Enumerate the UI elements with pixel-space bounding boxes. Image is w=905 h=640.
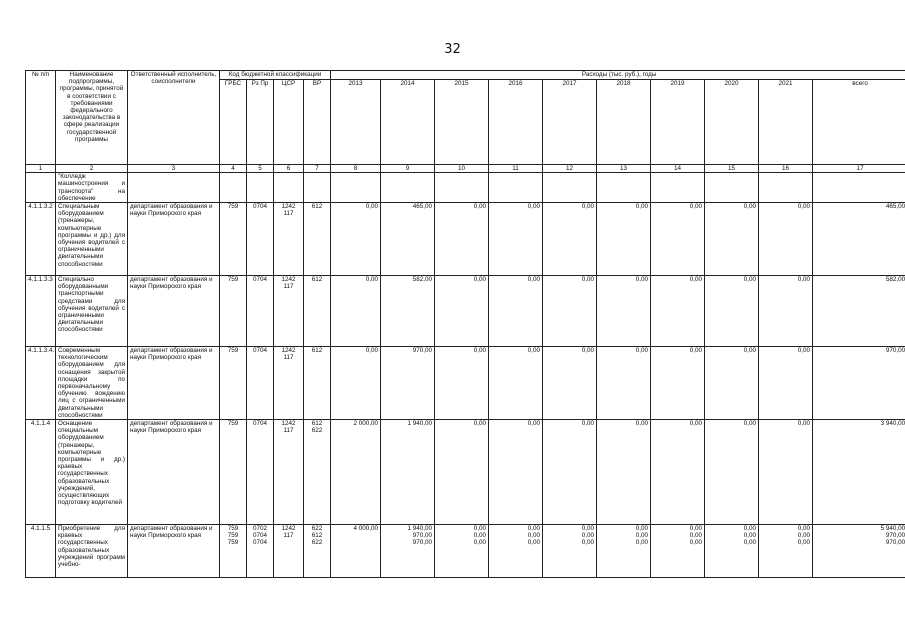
row-year-value: 0,00 0,00 0,00 bbox=[435, 525, 489, 578]
row-year-value: 582,00 bbox=[381, 276, 435, 347]
row-year-value: 0,00 bbox=[759, 347, 813, 420]
row-name: "Колледж машиностроения и транспорта" на обеспечение bbox=[56, 173, 128, 203]
row-year-value: 0,00 bbox=[489, 276, 543, 347]
row-year-value bbox=[705, 173, 759, 203]
header-year: 2017 bbox=[543, 80, 597, 165]
table-row bbox=[26, 173, 905, 203]
row-csr: 1242 117 bbox=[274, 347, 304, 420]
row-total: 465,00 bbox=[813, 203, 905, 276]
row-year-value: 0,00 0,00 0,00 bbox=[543, 525, 597, 578]
row-year-value: 0,00 bbox=[597, 203, 651, 276]
header-total: всего bbox=[813, 80, 905, 165]
row-year-value bbox=[597, 173, 651, 203]
row-csr: 1242 117 bbox=[274, 420, 304, 525]
row-rzpr: 0704 bbox=[247, 347, 274, 420]
header-year: 2016 bbox=[489, 80, 543, 165]
table-row bbox=[26, 203, 905, 276]
row-year-value bbox=[651, 173, 705, 203]
header-year: 2015 bbox=[435, 80, 489, 165]
row-year-value: 0,00 bbox=[435, 420, 489, 525]
row-year-value: 0,00 bbox=[759, 203, 813, 276]
row-grbs: 759 bbox=[220, 347, 247, 420]
column-number: 8 bbox=[331, 165, 381, 173]
row-year-value: 0,00 bbox=[597, 420, 651, 525]
row-vr bbox=[304, 173, 331, 203]
row-year-value: 2 000,00 bbox=[331, 420, 381, 525]
row-responsible: департамент образования и науки Приморского края bbox=[128, 276, 220, 347]
row-responsible bbox=[128, 173, 220, 203]
row-grbs: 759 bbox=[220, 420, 247, 525]
header-rzpr: Рз Пр bbox=[247, 80, 274, 165]
row-year-value: 0,00 0,00 0,00 bbox=[597, 525, 651, 578]
row-total bbox=[813, 173, 905, 203]
row-year-value: 0,00 0,00 0,00 bbox=[705, 525, 759, 578]
column-number: 4 bbox=[220, 165, 247, 173]
column-number: 12 bbox=[543, 165, 597, 173]
row-number: 4.1.1.5 bbox=[26, 525, 56, 578]
row-year-value bbox=[381, 173, 435, 203]
row-year-value: 1 940,00 970,00 970,00 bbox=[381, 525, 435, 578]
row-number: 4.1.1.3.2 bbox=[26, 203, 56, 276]
row-year-value: 0,00 bbox=[331, 347, 381, 420]
row-vr: 612 bbox=[304, 347, 331, 420]
column-number: 13 bbox=[597, 165, 651, 173]
row-year-value: 0,00 bbox=[543, 203, 597, 276]
header-responsible: Ответственный исполнитель, соисполнители bbox=[128, 71, 220, 165]
row-name: Приобретение для краевых государственных образовательных учреждений программ учебно- bbox=[56, 525, 128, 578]
row-year-value: 0,00 0,00 0,00 bbox=[489, 525, 543, 578]
table-row bbox=[26, 420, 905, 525]
row-grbs: 759 759 759 bbox=[220, 525, 247, 578]
row-year-value: 0,00 bbox=[435, 347, 489, 420]
row-grbs: 759 bbox=[220, 203, 247, 276]
row-responsible: департамент образования и науки Приморского края bbox=[128, 420, 220, 525]
row-name: Оснащение специальным оборудованием (тренажеры, компьютерные программы и др.) краевых государственных образовательных учреждений, осуществляющих подготовку водителей bbox=[56, 420, 128, 525]
column-number: 3 bbox=[128, 165, 220, 173]
row-name: Современным технологическим оборудованием для оснащения закрытой площадки по первоначальному обучению вождению лиц с ограниченными двигательными способностями bbox=[56, 347, 128, 420]
table-row bbox=[26, 276, 905, 347]
row-year-value: 0,00 0,00 0,00 bbox=[651, 525, 705, 578]
column-number: 1 bbox=[26, 165, 56, 173]
row-year-value: 0,00 bbox=[651, 347, 705, 420]
row-vr: 612 bbox=[304, 276, 331, 347]
row-responsible: департамент образования и науки Приморского края bbox=[128, 525, 220, 578]
row-year-value bbox=[331, 173, 381, 203]
row-responsible: департамент образования и науки Приморского края bbox=[128, 203, 220, 276]
table-row bbox=[26, 525, 905, 578]
row-rzpr: 0704 bbox=[247, 420, 274, 525]
row-total: 5 940,00 970,00 970,00 bbox=[813, 525, 905, 578]
column-number: 9 bbox=[381, 165, 435, 173]
row-year-value: 0,00 bbox=[705, 347, 759, 420]
row-csr bbox=[274, 173, 304, 203]
header-year: 2020 bbox=[705, 80, 759, 165]
column-number: 11 bbox=[489, 165, 543, 173]
table-row bbox=[26, 347, 905, 420]
row-year-value: 0,00 bbox=[597, 347, 651, 420]
row-year-value: 0,00 0,00 0,00 bbox=[759, 525, 813, 578]
row-year-value: 0,00 bbox=[489, 420, 543, 525]
row-year-value: 0,00 bbox=[543, 347, 597, 420]
row-rzpr: 0704 bbox=[247, 276, 274, 347]
row-grbs bbox=[220, 173, 247, 203]
budget-table bbox=[25, 70, 905, 578]
header-year: 2018 bbox=[597, 80, 651, 165]
header-expenses: Расходы (тыс. руб.), годы bbox=[331, 71, 905, 80]
header-budget-code: Код бюджетной классификации bbox=[220, 71, 331, 80]
header-csr: ЦСР bbox=[274, 80, 304, 165]
row-year-value bbox=[543, 173, 597, 203]
row-year-value bbox=[435, 173, 489, 203]
header-year: 2019 bbox=[651, 80, 705, 165]
row-year-value: 0,00 bbox=[651, 203, 705, 276]
header-name: Наименование подпрограммы, программы, принятой в соответствии с требованиями федерального законодательства в сфере реализации государственной программы bbox=[56, 71, 128, 165]
row-year-value: 4 000,00 bbox=[331, 525, 381, 578]
row-number: 4.1.1.4 bbox=[26, 420, 56, 525]
row-name: Специально оборудованными транспортными средствами для обучения водителей с ограниченными двигательными способностями bbox=[56, 276, 128, 347]
row-rzpr: 0704 bbox=[247, 203, 274, 276]
row-rzpr bbox=[247, 173, 274, 203]
header-grbs: ГРБС bbox=[220, 80, 247, 165]
row-year-value: 1 940,00 bbox=[381, 420, 435, 525]
column-number: 10 bbox=[435, 165, 489, 173]
header-year: 2021 bbox=[759, 80, 813, 165]
header-vr: ВР bbox=[304, 80, 331, 165]
column-number: 2 bbox=[56, 165, 128, 173]
row-year-value: 0,00 bbox=[435, 276, 489, 347]
row-year-value: 0,00 bbox=[597, 276, 651, 347]
row-number: 4.1.1.3.4. bbox=[26, 347, 56, 420]
row-year-value: 0,00 bbox=[759, 276, 813, 347]
column-number: 16 bbox=[759, 165, 813, 173]
row-number bbox=[26, 173, 56, 203]
page-number: 32 bbox=[444, 42, 461, 57]
row-year-value: 0,00 bbox=[489, 347, 543, 420]
row-year-value bbox=[759, 173, 813, 203]
row-responsible: департамент образования и науки Приморского края bbox=[128, 347, 220, 420]
column-number: 15 bbox=[705, 165, 759, 173]
row-year-value: 0,00 bbox=[543, 420, 597, 525]
column-numbers-row bbox=[26, 165, 905, 173]
row-grbs: 759 bbox=[220, 276, 247, 347]
row-number: 4.1.1.3.3 bbox=[26, 276, 56, 347]
row-csr: 1242 117 bbox=[274, 525, 304, 578]
row-year-value: 0,00 bbox=[331, 276, 381, 347]
row-name: Специальным оборудованием (тренажеры, компьютерные программы и др.) для обучения водителей с ограниченными двигательными способностями bbox=[56, 203, 128, 276]
row-total: 582,00 bbox=[813, 276, 905, 347]
column-number: 7 bbox=[304, 165, 331, 173]
header-year: 2013 bbox=[331, 80, 381, 165]
row-vr: 612 622 bbox=[304, 420, 331, 525]
row-year-value: 465,00 bbox=[381, 203, 435, 276]
row-year-value bbox=[489, 173, 543, 203]
row-vr: 622 612 622 bbox=[304, 525, 331, 578]
row-year-value: 0,00 bbox=[331, 203, 381, 276]
row-year-value: 0,00 bbox=[489, 203, 543, 276]
row-year-value: 0,00 bbox=[759, 420, 813, 525]
row-year-value: 0,00 bbox=[651, 276, 705, 347]
row-year-value: 0,00 bbox=[543, 276, 597, 347]
row-csr: 1242 117 bbox=[274, 203, 304, 276]
header-year: 2014 bbox=[381, 80, 435, 165]
row-year-value: 0,00 bbox=[651, 420, 705, 525]
row-rzpr: 0702 0704 0704 bbox=[247, 525, 274, 578]
column-number: 17 bbox=[813, 165, 905, 173]
column-number: 6 bbox=[274, 165, 304, 173]
row-total: 3 940,00 bbox=[813, 420, 905, 525]
row-csr: 1242 117 bbox=[274, 276, 304, 347]
row-vr: 612 bbox=[304, 203, 331, 276]
row-year-value: 0,00 bbox=[705, 420, 759, 525]
column-number: 5 bbox=[247, 165, 274, 173]
row-year-value: 0,00 bbox=[705, 203, 759, 276]
header-no: № п/п bbox=[26, 71, 56, 165]
row-year-value: 970,00 bbox=[381, 347, 435, 420]
row-year-value: 0,00 bbox=[705, 276, 759, 347]
row-year-value: 0,00 bbox=[435, 203, 489, 276]
row-total: 970,00 bbox=[813, 347, 905, 420]
column-number: 14 bbox=[651, 165, 705, 173]
